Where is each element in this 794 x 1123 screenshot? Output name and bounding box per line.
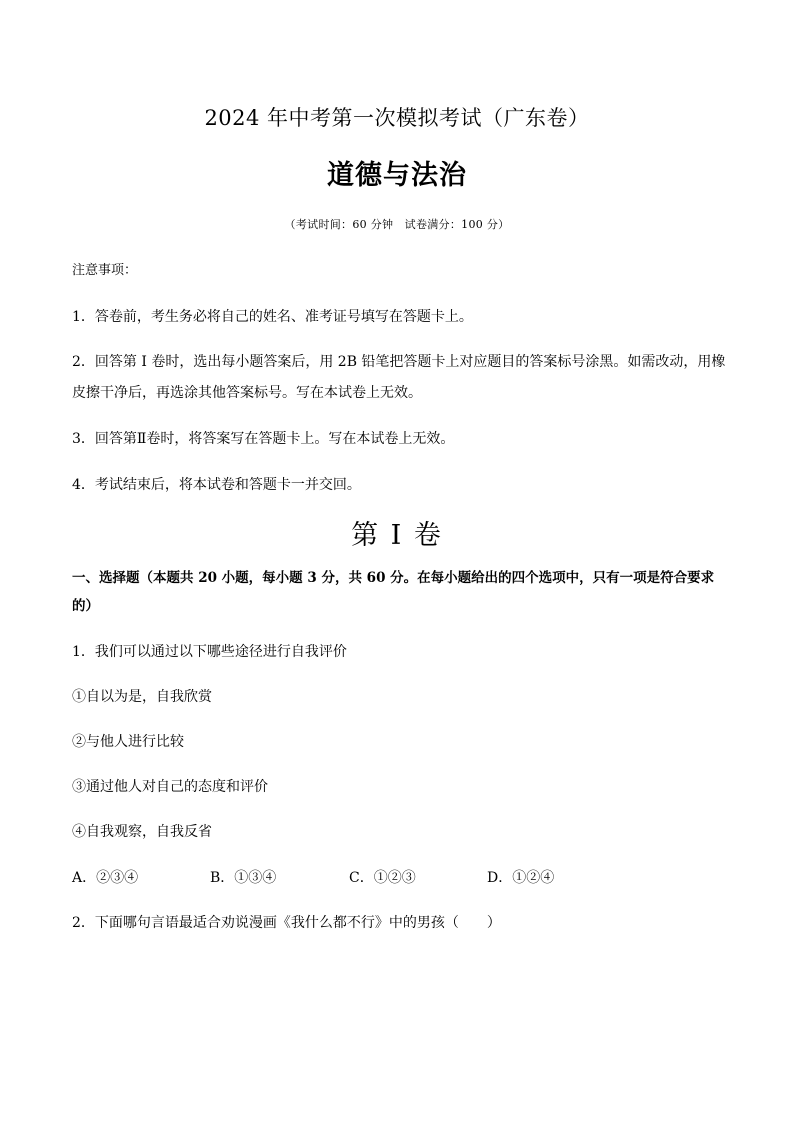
question-1-option-a: A．②③④ [72, 870, 139, 886]
section-instruction: 一、选择题（本题共 20 小题，每小题 3 分，共 60 分。在每小题给出的四个选项中，只有一项是符合要求 [72, 570, 715, 586]
question-1-option-d: D．①②④ [487, 870, 555, 886]
notice-item-3: 3．回答第Ⅱ卷时，将答案写在答题卡上。写在本试卷上无效。 [72, 431, 455, 447]
question-2-stem: 2．下面哪句言语最适合劝说漫画《我什么都不行》中的男孩（ ） [72, 915, 501, 931]
question-1-stem: 1．我们可以通过以下哪些途径进行自我评价 [72, 644, 347, 660]
question-1-statement-2: ②与他人进行比较 [72, 734, 184, 750]
question-1-statement-4: ④自我观察，自我反省 [72, 824, 212, 840]
notice-item-1: 1．答卷前，考生务必将自己的姓名、准考证号填写在答题卡上。 [72, 309, 473, 325]
notice-item-4: 4．考试结束后，将本试卷和答题卡一并交回。 [72, 477, 361, 493]
section-instruction-continued: 的） [72, 598, 99, 614]
notice-item-2-continued: 皮擦干净后，再选涂其他答案标号。写在本试卷上无效。 [72, 385, 422, 401]
subject-title: 道德与法治 [327, 160, 467, 191]
section-title: 第 I 卷 [351, 520, 443, 551]
exam-info: （考试时间：60 分钟 试卷满分：100 分） [284, 218, 510, 231]
question-1-statement-1: ①自以为是，自我欣赏 [72, 689, 212, 705]
question-1-statement-3: ③通过他人对自己的态度和评价 [72, 779, 268, 795]
question-1-option-c: C．①②③ [349, 870, 416, 886]
question-1-option-b: B．①③④ [210, 870, 277, 886]
notice-item-2: 2．回答第 I 卷时，选出每小题答案后，用 2B 铅笔把答题卡上对应题目的答案标号涂黑。如需改动，用橡 [72, 354, 726, 370]
exam-title: 2024 年中考第一次模拟考试（广东卷） [204, 106, 590, 130]
notice-heading: 注意事项： [72, 263, 138, 278]
